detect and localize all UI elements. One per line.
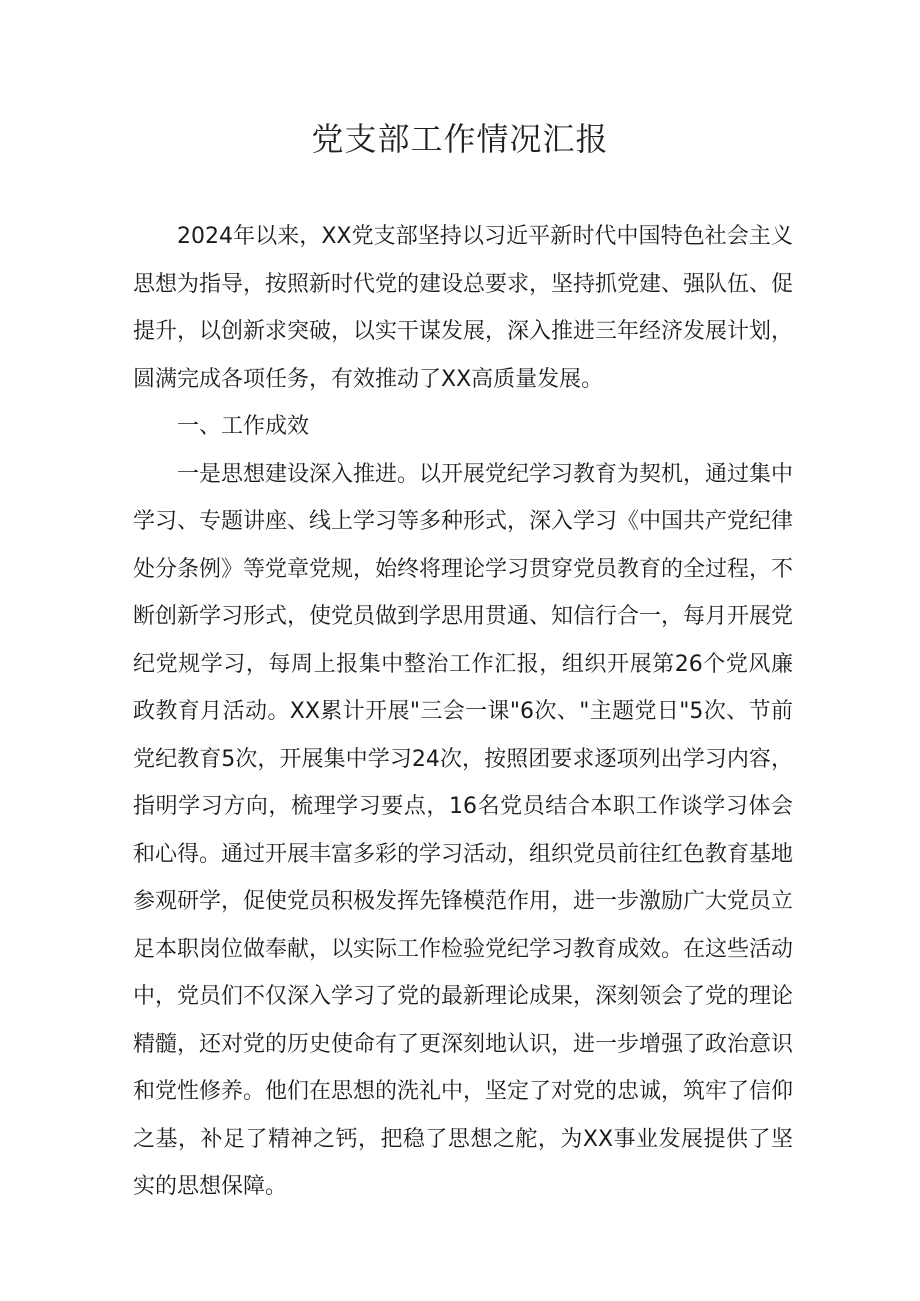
document-title: 党支部工作情况汇报 [311, 120, 609, 158]
document-body [133, 213, 793, 1211]
section-heading: 一、工作成效 [177, 414, 310, 439]
intro-paragraph: 2024年以来，XX党支部坚持以习近平新时代中国特色社会主义思想为指导，按照新时代党的建设总要求，坚持抓党建、强队伍、促提升，以创新求突破，以实干谋发展，深入推进三年经济发展计划，圆满完成各项任务，有效推动了XX高质量发展。 [133, 224, 794, 392]
body-paragraph: 一是思想建设深入推进。以开展党纪学习教育为契机，通过集中学习、专题讲座、线上学习等多种形式，深入学习《中国共产党纪律处分条例》等党章党规，始终将理论学习贯穿党员教育的全过程，不断创新学习形式，使党员做到学思用贯通、知信行合一，每月开展党纪党规学习，每周上报集中整治工作汇报，组织开展第26个党风廉政教育月活动。XX累计开展"三会一课"6次、"主题党日"5次、节前党纪教育5次，开展集中学习24次，按照团要求逐项列出学习内容，指明学习方向，梳理学习要点，16名党员结合本职工作谈学习体会和心得。通过开展丰富多彩的学习活动，组织党员前往红色教育基地参观研学，促使党员积极发挥先锋模范作用，进一步激励广大党员立足本职岗位做奉献，以实际工作检验党纪学习教育成效。在这些活动中，党员们不仅深入学习了党的最新理论成果，深刻领会了党的理论精髓，还对党的历史使命有了更深刻地认识，进一步增强了政治意识和党性修养。他们在思想的洗礼中，坚定了对党的忠诚，筑牢了信仰之基，补足了精神之钙，把稳了思想之舵，为XX事业发展提供了坚实的思想保障。 [133, 461, 794, 1199]
